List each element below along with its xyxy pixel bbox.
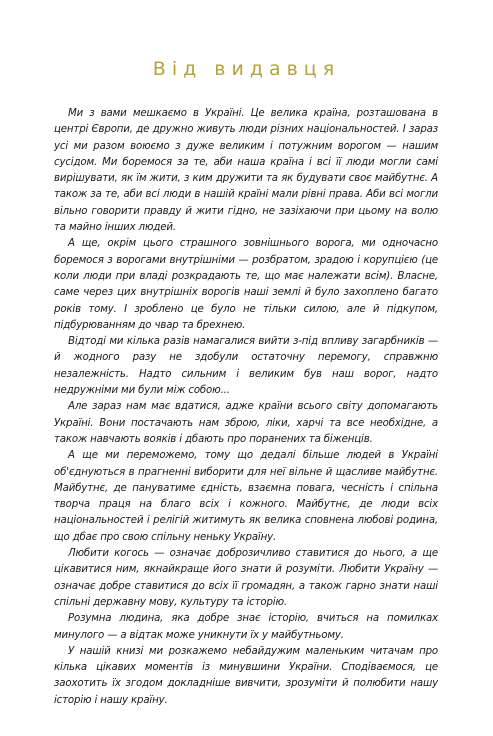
paragraph: Ми з вами мешкаємо в Україні. Це велика країна, розташована в центрі Європи, де дружно живуть люди різних національностей. І зараз усі ми разом воюємо з дуже великим і потужним ворогом — нашим сусідом. Ми боремося за те, аби наша країна і всі її люди могли самі вирішувати, як їм жити, з ким дружити та як будувати своє майбутнє. А також за те, аби всі люди в нашій країні мали рівні права. Аби всі могли вільно говорити правду й жити гідно, не зазіхаючи при цьому на волю та майно інших людей. bbox=[54, 108, 438, 234]
paragraph: А ще ми переможемо, тому що дедалі більше людей в Україні об'єднуються в прагненні виборити для неї вільне й щасливе майбутнє. Майбутнє, де пануватиме єдність, взаємна повага, чесність і спільна творча праця на благо всіх і кожного. Майбутнє, де люди всіх національностей і релігій житимуть як велика сповнена любові родина, що дбає про свою спільну неньку Україну. bbox=[54, 450, 438, 543]
paragraph: А ще, окрім цього страшного зовнішнього ворога, ми одночасно боремося з ворогами внутрішніми — розбратом, зрадою і корупцією (це коли люди при владі розкрадають те, що має належати всім). Власне, саме через цих внутрішніх ворогів наші землі й було захоплено багато років тому. І зроблено це було не тільки силою, але й підкупом, підбурюванням до чвар та брехнею. bbox=[54, 238, 438, 331]
paragraph: Відтоді ми кілька разів намагалися вийти з-під впливу загарбників — й жодного разу не здобули остаточну перемогу, справжню незалежність. Надто сильним і великим був наш ворог, надто недружніми ми були між собою... bbox=[54, 336, 438, 397]
paragraph: У нашій книзі ми розкажемо небайдужим маленьким читачам про кілька цікавих моментів із минувшини України. Сподіваємося, це заохотить їх згодом докладніше вивчити, зрозуміти й полюбити нашу історію і нашу країну. bbox=[54, 645, 438, 706]
body-text bbox=[54, 106, 438, 709]
page-title: Від видавця bbox=[152, 58, 341, 80]
paragraph: Любити когось — означає доброзичливо ставитися до нього, а ще цікавитися ним, якнайкраще його знати й розуміти. Любити Україну — означає добре ставитися до всіх її громадян, а також гарно знати наші спільні державну мову, культуру та історію. bbox=[54, 548, 438, 608]
paragraph: Але зараз нам має вдатися, адже країни всього світу допомагають Україні. Вони постачають нам зброю, ліки, харчі та все необхідне, а також навчають вояків і дбають про поранених та біженців. bbox=[54, 401, 438, 445]
paragraph: Розумна людина, яка добре знає історію, вчиться на помилках минулого — а відтак може уникнути їх у майбутньому. bbox=[54, 613, 438, 641]
